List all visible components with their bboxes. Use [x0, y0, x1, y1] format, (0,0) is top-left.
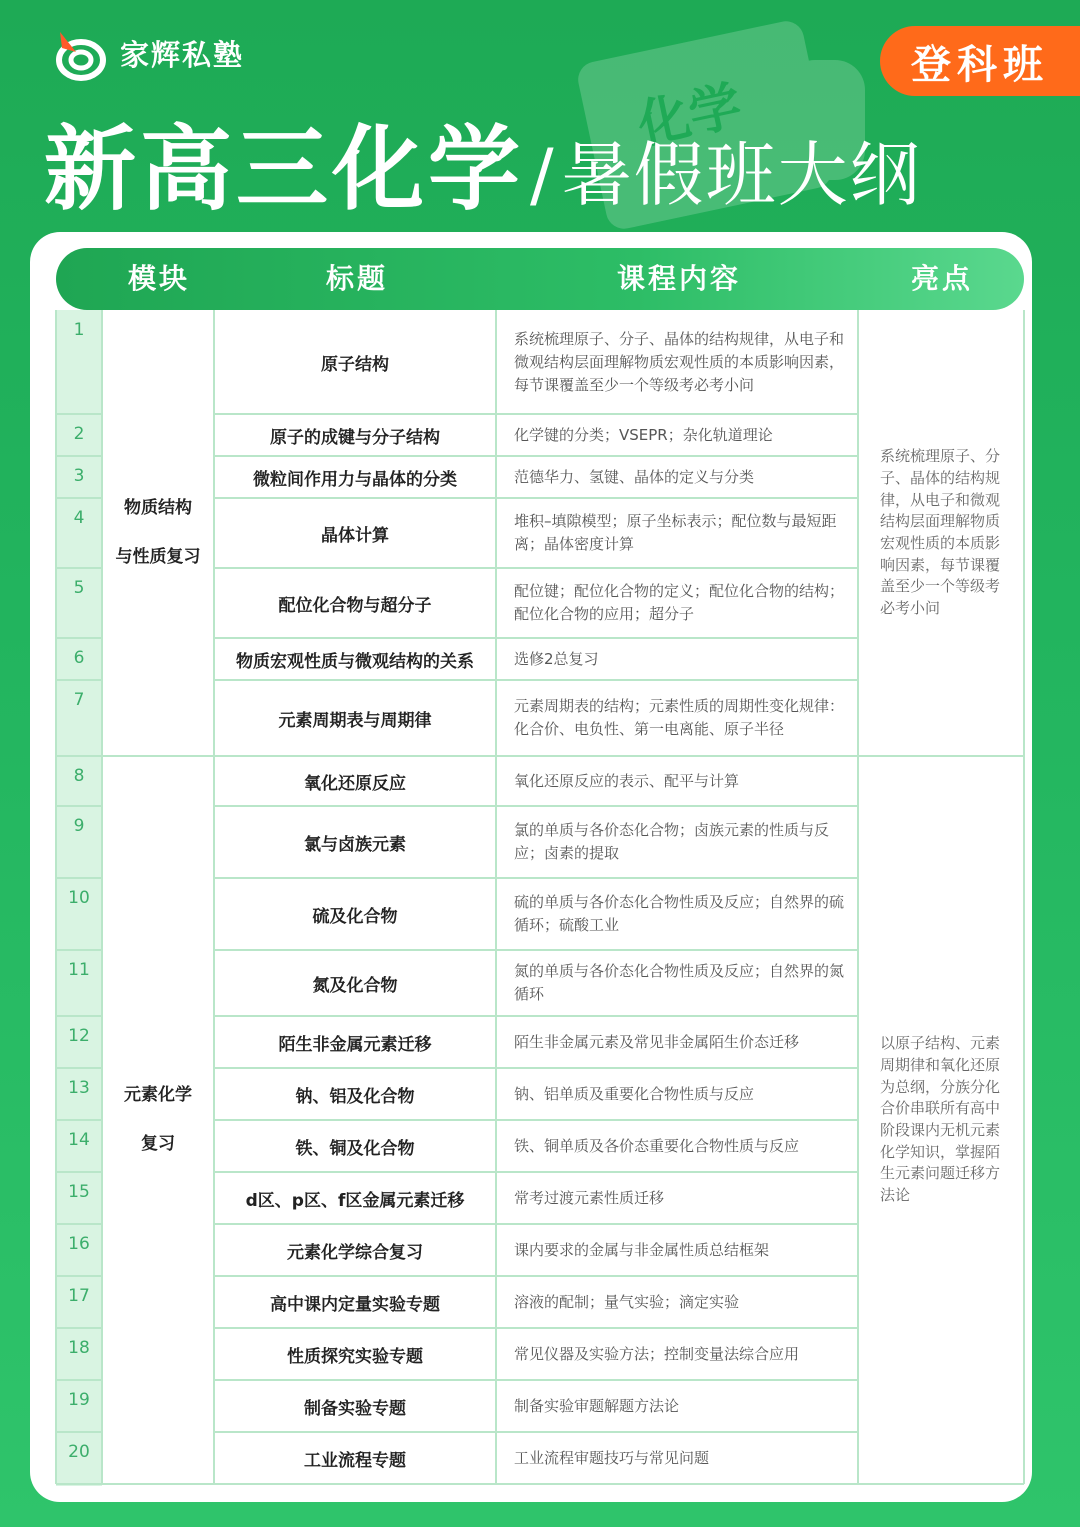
highlight-text: 系统梳理原子、分子、晶体的结构规律，从电子和微观结构层面理解物质宏观性质的本质影响因素，每节课覆盖至少一个等级考必考小问: [880, 447, 1001, 618]
lesson-title: 氯与卤族元素: [304, 834, 406, 855]
lesson-content: 堆积–填隙模型；原子坐标表示；配位数与最短距离；晶体密度计算: [514, 512, 837, 553]
row-number: 14: [68, 1130, 90, 1150]
lesson-content: 常见仪器及实验方法；控制变量法综合应用: [514, 1344, 800, 1363]
row-number: 19: [68, 1390, 90, 1410]
lesson-title: 元素周期表与周期律: [278, 710, 432, 731]
highlight-text: 以原子结构、元素周期律和氧化还原为总纲，分族分化合价串联所有高中阶段课内无机元素化学知识，掌握陌生元素问题迁移方法论: [880, 1034, 1001, 1205]
table-grid-lines: [30, 232, 1032, 1502]
header-highlight: 亮点: [910, 262, 973, 295]
row-number: 15: [68, 1182, 90, 1202]
row-number: 17: [68, 1286, 90, 1306]
row-number: 1: [73, 320, 85, 340]
lesson-content: 课内要求的金属与非金属性质总结框架: [514, 1240, 770, 1259]
lesson-content: 范德华力、氢键、晶体的定义与分类: [514, 467, 755, 486]
lesson-title: 氧化还原反应: [304, 773, 406, 794]
row-number: 11: [68, 960, 90, 980]
lesson-content: 硫的单质与各价态化合物性质及反应；自然界的硫循环；硫酸工业: [514, 893, 845, 934]
lesson-content: 制备实验审题解题方法论: [514, 1396, 680, 1415]
row-number: 20: [68, 1442, 90, 1462]
lesson-title: 制备实验专题: [304, 1398, 406, 1419]
lesson-content: 溶液的配制；量气实验；滴定实验: [514, 1292, 740, 1311]
row-number: 7: [73, 690, 85, 710]
lesson-content: 选修2总复习: [514, 649, 599, 668]
lesson-title: 工业流程专题: [304, 1450, 406, 1471]
page-title: [44, 104, 922, 223]
lesson-title: 配位化合物与超分子: [278, 595, 432, 616]
lesson-content: 氮的单质与各价态化合物性质及反应；自然界的氮循环: [514, 962, 845, 1003]
module-name-line: 元素化学: [124, 1085, 192, 1105]
row-number: 9: [73, 816, 85, 836]
brand-name: 家辉私塾: [120, 37, 245, 72]
lesson-content: 氧化还原反应的表示、配平与计算: [514, 771, 740, 790]
lesson-content: 系统梳理原子、分子、晶体的结构规律，从电子和微观结构层面理解物质宏观性质的本质影响因素，每节课覆盖至少一个等级考必考小问: [514, 329, 845, 394]
row-number: 10: [68, 888, 90, 908]
title-sub: 暑假班大纲: [561, 134, 922, 216]
row-number: 18: [68, 1338, 90, 1358]
lesson-title: 物质宏观性质与微观结构的关系: [236, 651, 474, 672]
lesson-content: 化学键的分类；VSEPR；杂化轨道理论: [514, 425, 773, 444]
header-content: 课程内容: [616, 262, 741, 295]
row-number: 8: [73, 766, 85, 786]
module-name-line: 与性质复习: [115, 547, 201, 567]
lesson-title: 高中课内定量实验专题: [270, 1294, 440, 1315]
lesson-content: 氯的单质与各价态化合物；卤族元素的性质与反应；卤素的提取: [514, 821, 830, 862]
title-main: 新高三化学: [44, 116, 525, 223]
lesson-title: 原子的成键与分子结构: [270, 427, 440, 448]
row-number: 16: [68, 1234, 90, 1254]
module-name-line: 复习: [141, 1134, 175, 1154]
header-title: 标题: [325, 262, 388, 295]
lesson-content: 元素周期表的结构；元素性质的周期性变化规律：化合价、电负性、第一电离能、原子半径: [514, 697, 845, 738]
row-number: 6: [73, 648, 85, 668]
lesson-title: 钠、铝及化合物: [295, 1086, 415, 1107]
lesson-title: 铁、铜及化合物: [295, 1138, 415, 1159]
brand: [50, 22, 244, 84]
row-number: 3: [73, 466, 85, 486]
decoration-text: 化学: [632, 75, 747, 157]
swirl-logo-icon: [50, 22, 112, 84]
lesson-title: 元素化学综合复习: [287, 1242, 423, 1263]
row-number: 5: [73, 578, 85, 598]
lesson-content: 铁、铜单质及各价态重要化合物性质与反应: [514, 1136, 800, 1155]
header-module: 模块: [127, 262, 190, 295]
lesson-title: d区、p区、f区金属元素迁移: [245, 1190, 465, 1211]
title-separator: /: [530, 134, 556, 216]
lesson-title: 微粒间作用力与晶体的分类: [253, 469, 457, 490]
lesson-title: 氮及化合物: [312, 975, 398, 996]
row-number: 13: [68, 1078, 90, 1098]
row-number: 12: [68, 1026, 90, 1046]
lesson-title: 性质探究实验专题: [287, 1346, 423, 1367]
lesson-title: 原子结构: [321, 354, 389, 375]
lesson-content: 钠、铝单质及重要化合物性质与反应: [514, 1084, 755, 1103]
class-badge: 登科班: [880, 26, 1080, 96]
lesson-title: 晶体计算: [321, 525, 389, 546]
module-name-line: 物质结构: [124, 498, 192, 518]
syllabus-card: [30, 232, 1032, 1502]
lesson-content: 配位键；配位化合物的定义；配位化合物的结构；配位化合物的应用；超分子: [514, 582, 845, 623]
row-number: 2: [73, 424, 85, 444]
lesson-content: 陌生非金属元素及常见非金属陌生价态迁移: [514, 1032, 800, 1051]
row-number: 4: [73, 508, 85, 528]
lesson-content: 工业流程审题技巧与常见问题: [514, 1448, 710, 1467]
lesson-title: 硫及化合物: [312, 906, 398, 927]
lesson-title: 陌生非金属元素迁移: [278, 1034, 432, 1055]
lesson-content: 常考过渡元素性质迁移: [514, 1188, 665, 1207]
